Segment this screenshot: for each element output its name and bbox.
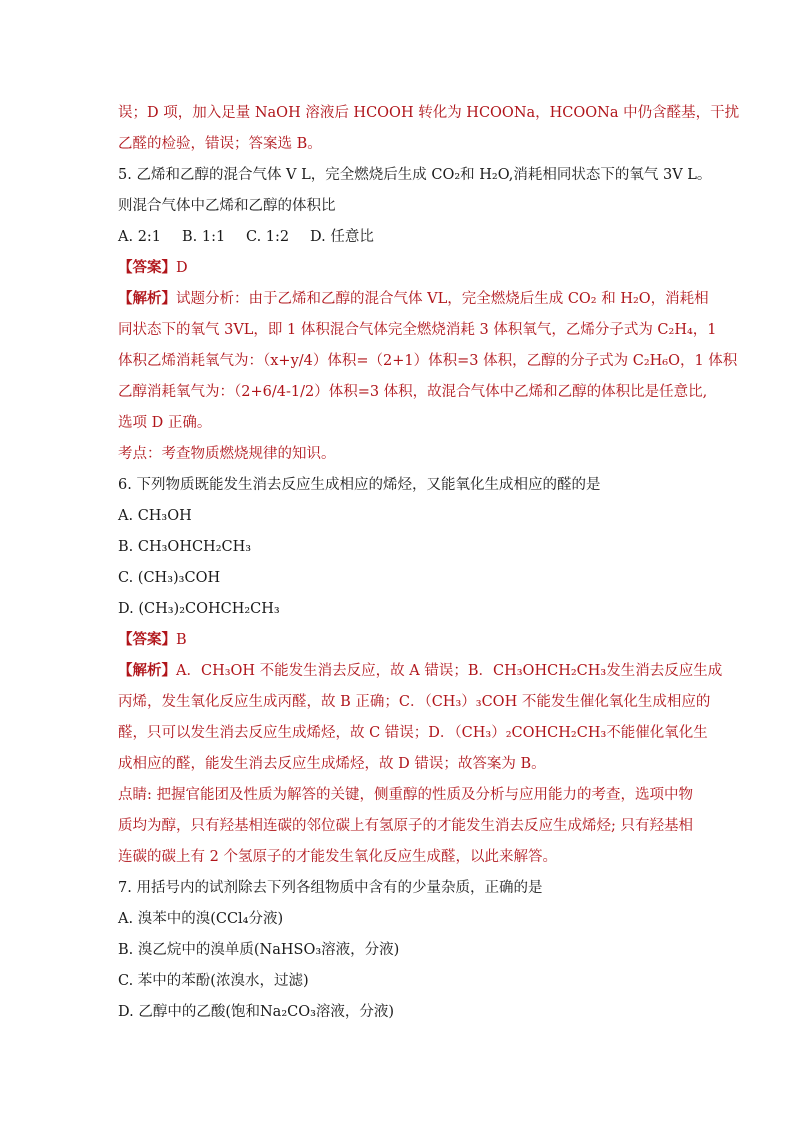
q5-analysis-line-4: 乙醇消耗氧气为：（2+6/4-1/2）体积=3 体积，故混合气体中乙烯和乙醇的体积比是任意比, (118, 384, 708, 400)
q7-stem: 7. 用括号内的试剂除去下列各组物质中含有的少量杂质，正确的是 (118, 880, 543, 896)
q5-kaodian: 考点：考查物质燃烧规律的知识。 (118, 446, 336, 462)
q5-option-c: C. 1:2 (246, 229, 290, 245)
q6-answer (118, 630, 187, 650)
q5-analysis-line-5: 选项 D 正确。 (118, 415, 212, 431)
analysis-label: 【解析】 (118, 290, 176, 307)
q7-option-b: B. 溴乙烷中的溴单质(NaHSO₃溶液，分液) (118, 942, 400, 958)
q6-analysis-line-1 (118, 661, 722, 681)
q5-option-a: A. 2:1 (118, 229, 162, 245)
q5-option-d: D. 任意比 (310, 229, 374, 245)
q5-stem-line-2: 则混合气体中乙烯和乙醇的体积比 (118, 198, 336, 214)
q5-stem-line-1: 5. 乙烯和乙醇的混合气体 V L，完全燃烧后生成 CO₂和 H₂O,消耗相同状态下的氧气 3V L。 (118, 167, 712, 183)
analysis-label: 【解析】 (118, 662, 176, 679)
q7-option-c: C. 苯中的苯酚(浓溴水，过滤) (118, 973, 309, 989)
q6-dianjing-line-1: 点睛: 把握官能团及性质为解答的关键，侧重醇的性质及分析与应用能力的考查，选项中物 (118, 787, 693, 803)
q5-option-b: B. 1:1 (182, 229, 226, 245)
q5-analysis-line-3: 体积乙烯消耗氧气为：（x+y/4）体积=（2+1）体积=3 体积，乙醇的分子式为 C₂H₆O，1 体积 (118, 353, 738, 369)
q6-analysis-line-3: 醛，只可以发生消去反应生成烯烃，故 C 错误；D．（CH₃）₂COHCH₂CH₃不能催化氧化生 (118, 725, 708, 741)
q6-analysis-line-4: 成相应的醛，能发生消去反应生成烯烃，故 D 错误；故答案为 B。 (118, 756, 546, 772)
q5-analysis-line-2: 同状态下的氧气 3VL，即 1 体积混合气体完全燃烧消耗 3 体积氧气，乙烯分子式为 C₂H₄，1 (118, 322, 717, 338)
q6-dianjing-line-2: 质均为醇，只有羟基相连碳的邻位碳上有氢原子的才能发生消去反应生成烯烃; 只有羟基相 (118, 818, 693, 834)
q5-answer (118, 258, 188, 278)
q6-analysis-line-2: 丙烯，发生氧化反应生成丙醛，故 B 正确；C．（CH₃）₃COH 不能发生催化氧化生成相应的 (118, 694, 711, 710)
q6-option-d: D. (CH₃)₂COHCH₂CH₃ (118, 601, 280, 617)
answer-label: 【答案】 (118, 259, 176, 276)
q5-analysis-line-1 (118, 289, 709, 309)
q6-option-c: C. (CH₃)₃COH (118, 570, 221, 586)
analysis-text: 试题分析：由于乙烯和乙醇的混合气体 VL，完全燃烧后生成 CO₂ 和 H₂O，消耗相 (176, 291, 709, 307)
q7-option-a: A. 溴苯中的溴(CCl₄分液) (118, 911, 284, 927)
q6-stem: 6. 下列物质既能发生消去反应生成相应的烯烃，又能氧化生成相应的醛的是 (118, 477, 601, 493)
q6-dianjing-line-3: 连碳的碳上有 2 个氢原子的才能发生氧化反应生成醛，以此来解答。 (118, 849, 557, 865)
answer-label: 【答案】 (118, 631, 176, 648)
prev-answer-line-2: 乙醛的检验，错误；答案选 B。 (118, 136, 322, 152)
q7-option-d: D. 乙醇中的乙酸(饱和Na₂CO₃溶液，分液) (118, 1004, 395, 1020)
q6-option-a: A. CH₃OH (118, 508, 192, 524)
analysis-text: A．CH₃OH 不能发生消去反应，故 A 错误；B．CH₃OHCH₂CH₃发生消去反应生成 (176, 663, 723, 679)
q6-option-b: B. CH₃OHCH₂CH₃ (118, 539, 252, 555)
prev-answer-line-1: 误；D 项，加入足量 NaOH 溶液后 HCOOH 转化为 HCOONa，HCOONa 中仍含醛基，干扰 (118, 105, 740, 121)
answer-value: B (176, 632, 187, 648)
answer-value: D (176, 260, 188, 276)
q5-options (118, 227, 374, 247)
